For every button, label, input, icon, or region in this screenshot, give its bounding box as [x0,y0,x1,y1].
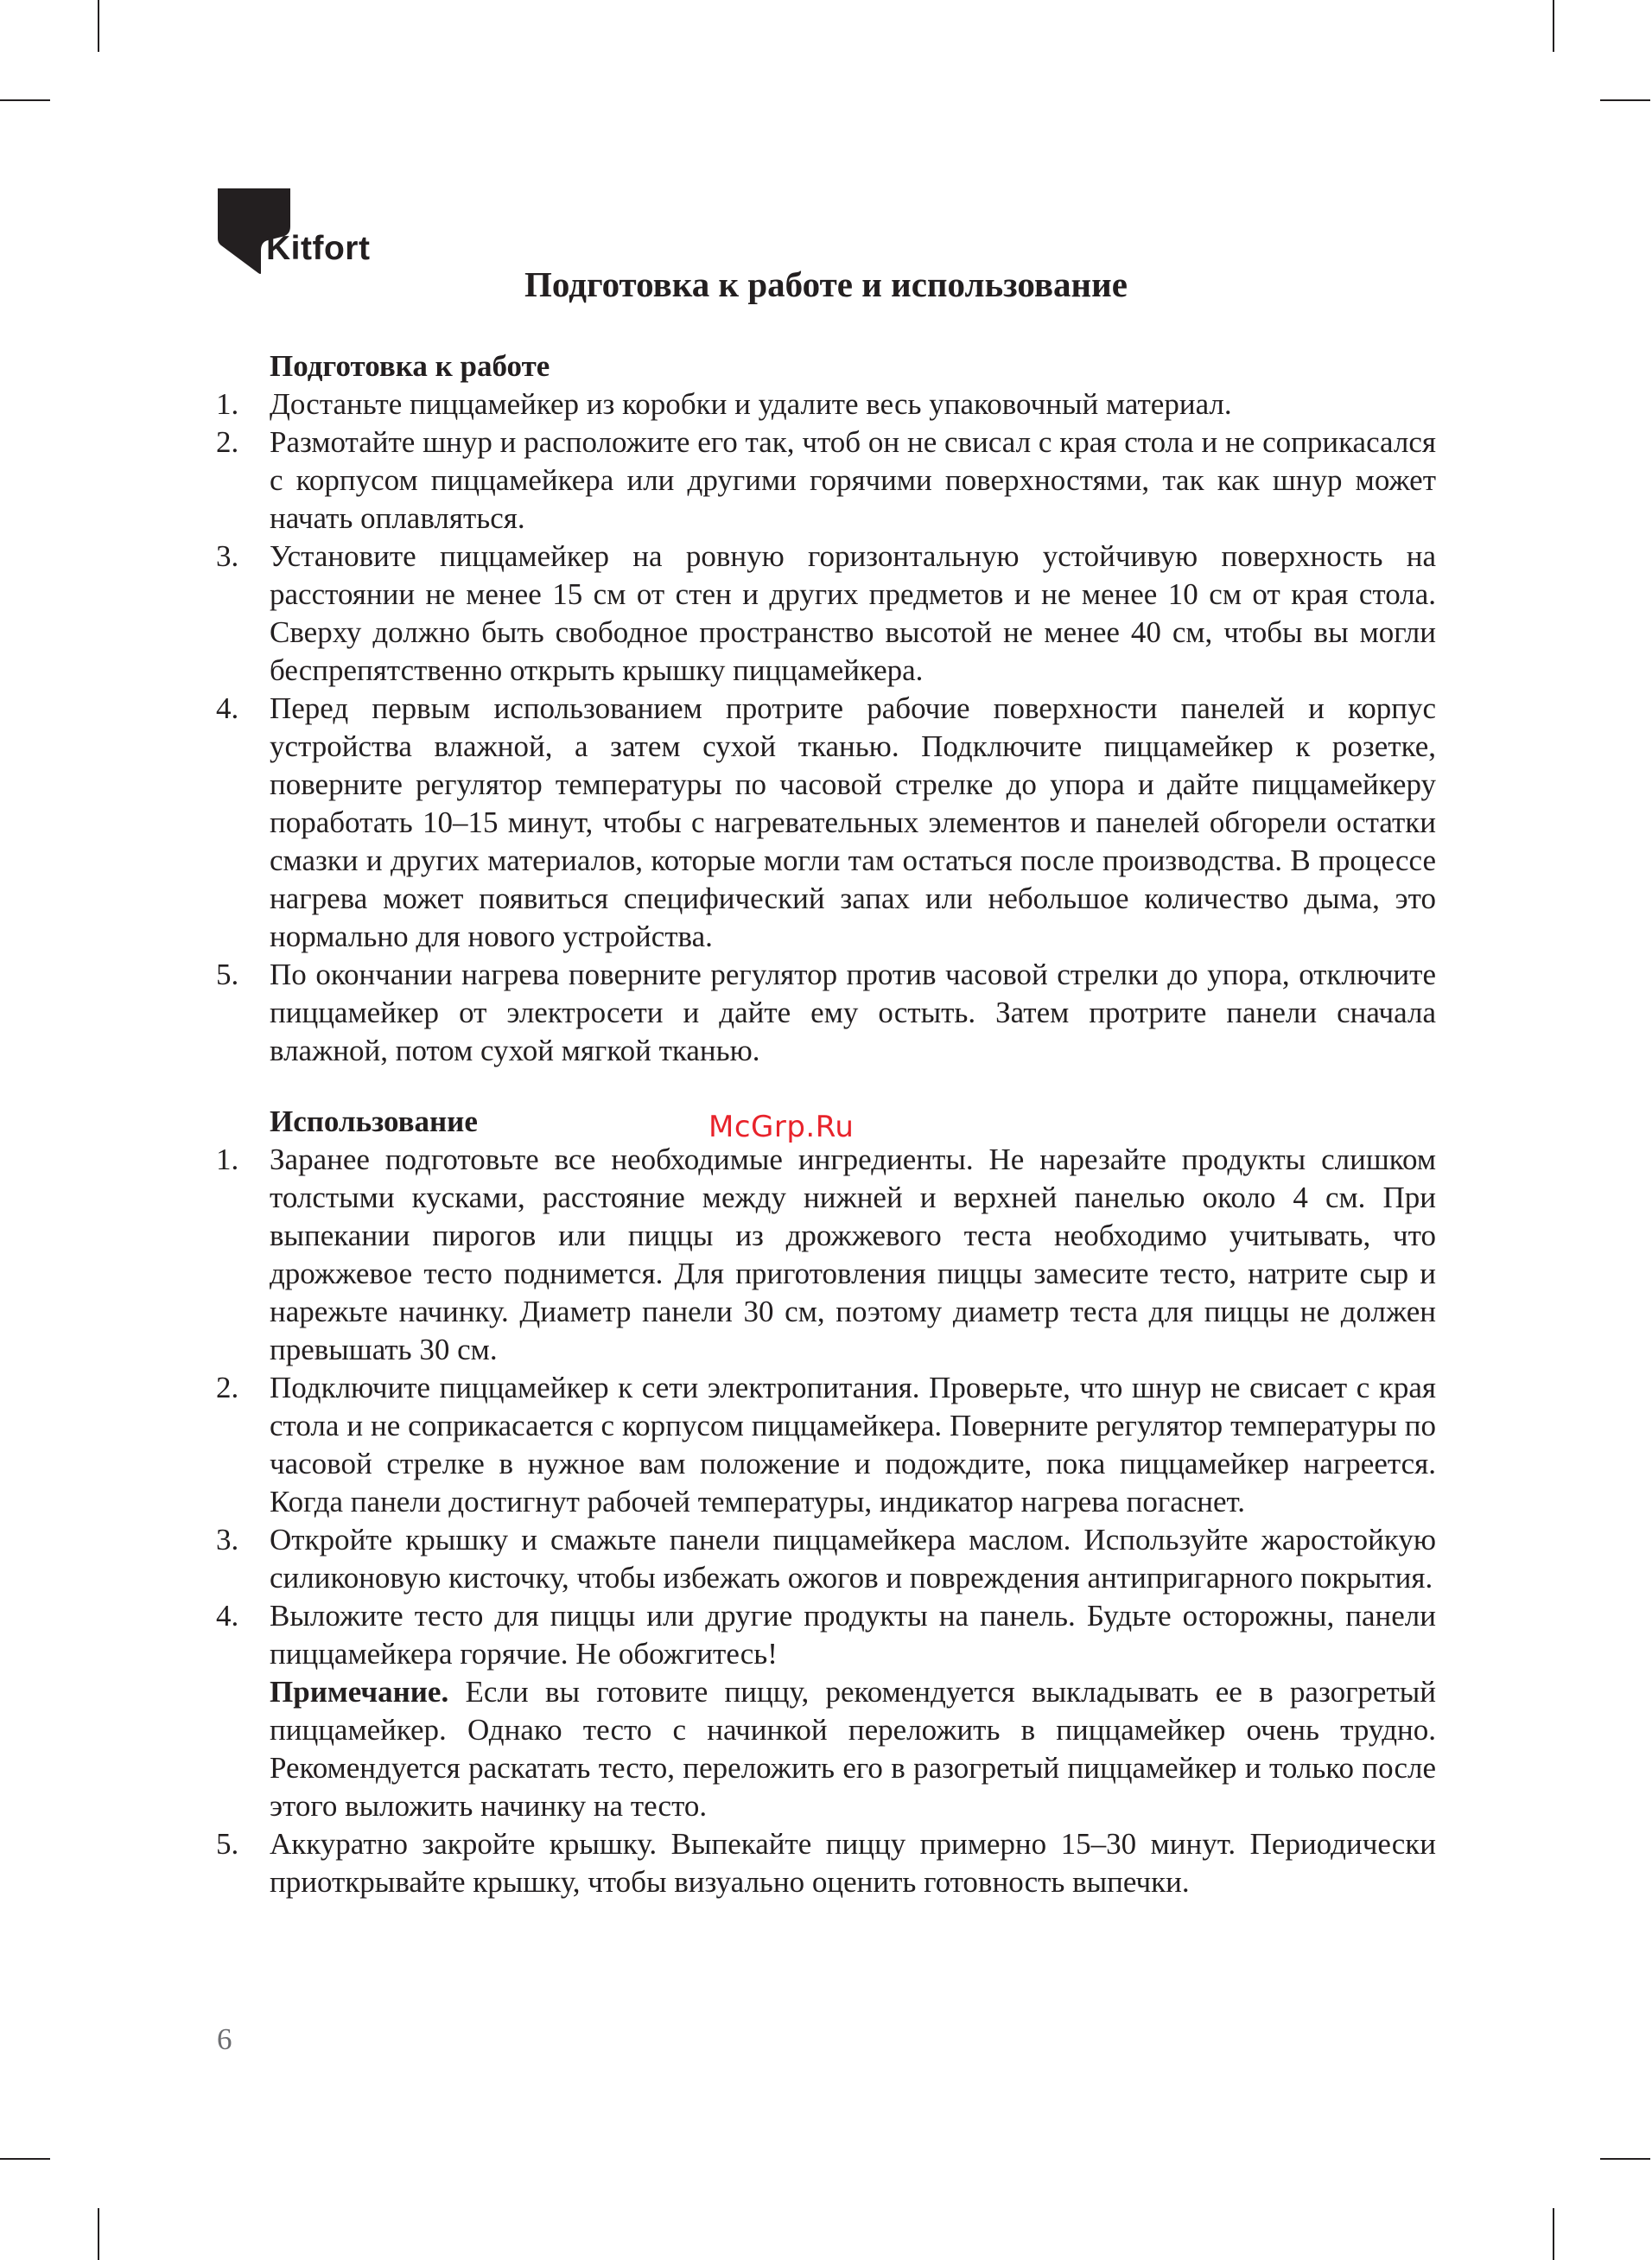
note-text: Если вы готовите пиццу, рекомендуется выкладывать ее в разогретый пиццамейкер. Однако тесто с начинкой переложить в пиццамейкер очень трудно. Рекомендуется раскатать тесто, переложить его в разогретый пиццамейкер и только после этого выложить начинку на тесто. [270,1675,1436,1823]
crop-mark-top-left [98,0,99,52]
list-item [216,538,1436,690]
item-number: 4. [216,691,239,725]
crop-mark-bottom-right [1553,2208,1554,2260]
watermark: McGrp.Ru [708,1110,855,1144]
item-number: 3. [216,1523,239,1557]
section-preparation [216,347,1436,1070]
item-number: 3. [216,539,239,573]
instruction-list [216,1141,1436,1901]
list-item [216,956,1436,1070]
list-item [216,423,1436,538]
section-heading: Подготовка к работе [270,349,550,383]
section-heading: Использование [270,1105,478,1138]
page-title: Подготовка к работе и использование [524,264,1128,304]
list-item [216,1597,1436,1825]
item-text: Выложите тесто для пиццы или другие продукты на панель. Будьте осторожны, панели пиццамейкера горячие. Не обожгитесь! [270,1599,1436,1671]
section-usage [216,1103,1436,1901]
instruction-list [216,385,1436,1070]
crop-mark-bottom-left [0,2158,50,2160]
brand-name: Kitfort [266,230,371,267]
item-number: 2. [216,425,239,459]
item-text: Заранее подготовьте все необходимые ингредиенты. Не нарезайте продукты слишком толстыми кусками, расстояние между нижней и верхней панелью около 4 см. При выпекании пирогов или пиццы из дрожжевого теста необходимо учитывать, что дрожжевое тесто поднимется. Для приготовления пиццы замесите тесто, натрите сыр и нарежьте начинку. Диаметр панели 30 см, поэтому диаметр теста для пиццы не должен превышать 30 см. [270,1143,1436,1366]
item-text: Откройте крышку и смажьте панели пиццамейкера маслом. Используйте жаростойкую силиконовую кисточку, чтобы избежать ожогов и повреждения антипригарного покрытия. [270,1523,1436,1595]
item-number: 5. [216,1827,239,1861]
crop-mark-top-right [1600,99,1650,101]
crop-mark-bottom-right [1600,2158,1650,2160]
list-item [216,1141,1436,1369]
list-item [216,1521,1436,1597]
list-item [216,1369,1436,1521]
item-text: Размотайте шнур и расположите его так, чтоб он не свисал с края стола и не соприкасался с корпусом пиццамейкера или другими горячими поверхностями, так как шнур может начать оплавляться. [270,425,1436,535]
list-item [216,1825,1436,1901]
item-text: По окончании нагрева поверните регулятор против часовой стрелки до упора, отключите пиццамейкер от электросети и дайте ему остыть. Затем протрите панели сначала влажной, потом сухой мягкой тканью. [270,958,1436,1067]
crop-mark-top-left [0,99,50,101]
item-number: 5. [216,958,239,991]
item-number: 1. [216,387,239,421]
item-number: 2. [216,1371,239,1404]
item-number: 4. [216,1599,239,1633]
page-number: 6 [217,2022,232,2056]
list-item [216,385,1436,423]
crop-mark-bottom-left [98,2208,99,2260]
item-text: Перед первым использованием протрите рабочие поверхности панелей и корпус устройства влажной, а затем сухой тканью. Подключите пиццамейкер к розетке, поверните регулятор температуры по часовой стрелке до упора и дайте пиццамейкеру поработать 10–15 минут, чтобы с нагревательных элементов и панелей обгорели остатки смазки и других материалов, которые могли там остаться после производства. В процессе нагрева может появиться специфический запах или небольшое количество дыма, это нормально для нового устройства. [270,691,1436,953]
crop-mark-top-right [1553,0,1554,52]
item-text: Достаньте пиццамейкер из коробки и удалите весь упаковочный материал. [270,387,1232,421]
item-text: Аккуратно закройте крышку. Выпекайте пиццу примерно 15–30 минут. Периодически приоткрывайте крышку, чтобы визуально оценить готовность выпечки. [270,1827,1436,1899]
list-item [216,690,1436,956]
item-text: Подключите пиццамейкер к сети электропитания. Проверьте, что шнур не свисает с края стола и не соприкасается с корпусом пиццамейкера. Поверните регулятор температуры по часовой стрелке в нужное вам положение и подождите, пока пиццамейкер нагреется. Когда панели достигнут рабочей температуры, индикатор нагрева погаснет. [270,1371,1436,1518]
item-number: 1. [216,1143,239,1176]
item-text: Установите пиццамейкер на ровную горизонтальную устойчивую поверхность на расстоянии не менее 15 см от стен и других предметов и не менее 10 см от края стола. Сверху должно быть свободное пространство высотой не менее 40 см, чтобы вы могли беспрепятственно открыть крышку пиццамейкера. [270,539,1436,687]
note-label: Примечание. [270,1675,449,1709]
